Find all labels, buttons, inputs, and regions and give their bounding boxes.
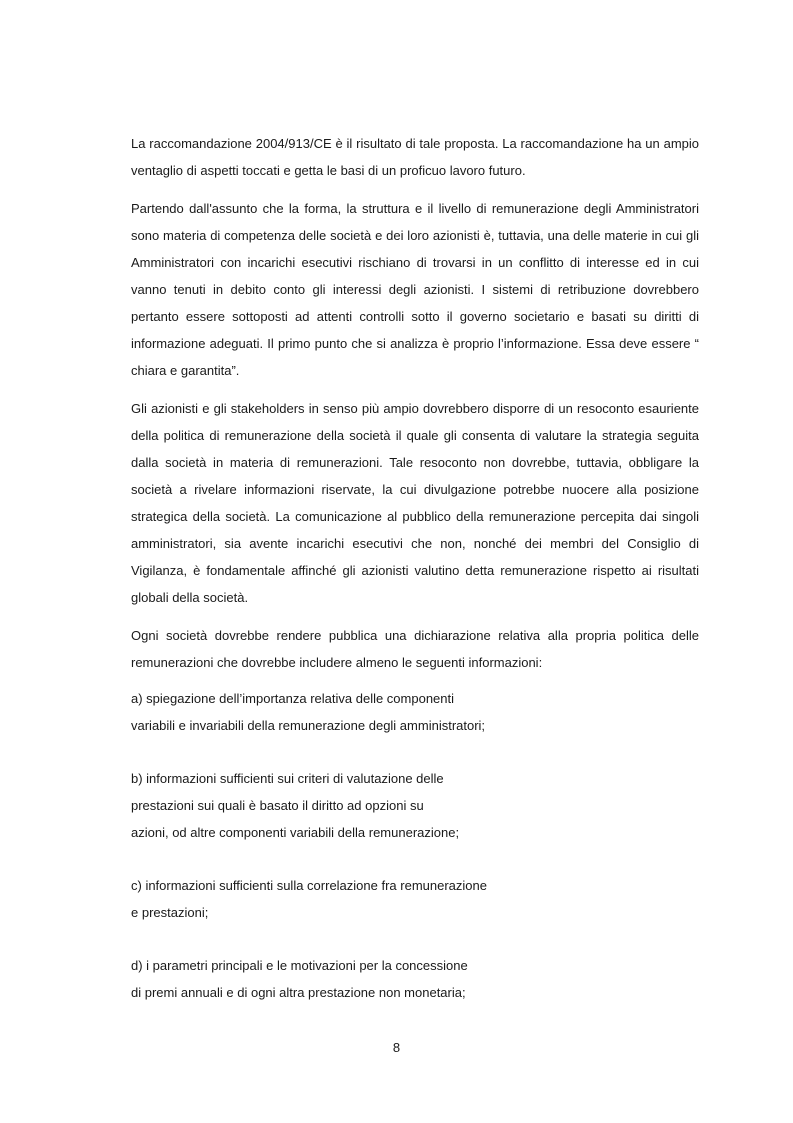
list-item-b — [131, 765, 699, 846]
list-item-line: d) i parametri principali e le motivazioni per la concessione — [131, 958, 468, 973]
paragraph-stakeholders: Gli azionisti e gli stakeholders in senso più ampio dovrebbero disporre di un resoconto esauriente della politica di remunerazione della società il quale gli consenta di valutare la strategia seguita dalla società in materia di remunerazioni. Tale resoconto non dovrebbe, tuttavia, obbligare la società a rivelare informazioni riservate, la cui divulgazione potrebbe nuocere alla posizione strategica della società. La comunicazione al pubblico della remunerazione percepita dai singoli amministratori, sia avente incarichi esecutivi che non, nonché dei membri del Consiglio di Vigilanza, è fondamentale affinché gli azionisti valutino detta remunerazione rispetto ai risultati globali della società. — [131, 401, 699, 605]
document-body — [131, 130, 699, 1006]
page-number: 8 — [392, 1040, 401, 1055]
list-item-line: c) informazioni sufficienti sulla correlazione fra remunerazione — [131, 878, 487, 893]
list-item-d — [131, 952, 699, 1006]
paragraph-conflict-of-interest: Partendo dall'assunto che la forma, la struttura e il livello di remunerazione degli Amministratori sono materia di competenza delle società e dei loro azionisti è, tuttavia, una delle materie in cui gli Amministratori con incarichi esecutivi rischiano di trovarsi in un conflitto di interesse ed in cui vanno tenuti in debito conto gli interessi degli azionisti. I sistemi di retribuzione dovrebbero pertanto essere sottoposti ad attenti controlli sotto il governo societario e basati su diritti di informazione adeguati. Il primo punto che si analizza è proprio l’informazione. Essa deve essere “ chiara e garantita”. — [131, 201, 699, 378]
list-item-a — [131, 685, 699, 739]
list-item-line: e prestazioni; — [131, 905, 209, 920]
list-item-line: prestazioni sui quali è basato il diritto ad opzioni su — [131, 798, 424, 813]
list-item-line: di premi annuali e di ogni altra prestazione non monetaria; — [131, 985, 466, 1000]
list-item-line: azioni, od altre componenti variabili della remunerazione; — [131, 825, 460, 840]
paragraph-policy-statement: Ogni società dovrebbe rendere pubblica una dichiarazione relativa alla propria politica delle remunerazioni che dovrebbe includere almeno le seguenti informazioni: — [131, 628, 699, 670]
list-item-c — [131, 872, 699, 926]
list-item-line: variabili e invariabili della remunerazione degli amministratori; — [131, 718, 486, 733]
list-item-line: b) informazioni sufficienti sui criteri di valutazione delle — [131, 771, 444, 786]
paragraph-intro: La raccomandazione 2004/913/CE è il risultato di tale proposta. La raccomandazione ha un ampio ventaglio di aspetti toccati e getta le basi di un proficuo lavoro futuro. — [131, 136, 699, 178]
list-item-line: a) spiegazione dell’importanza relativa delle componenti — [131, 691, 455, 706]
